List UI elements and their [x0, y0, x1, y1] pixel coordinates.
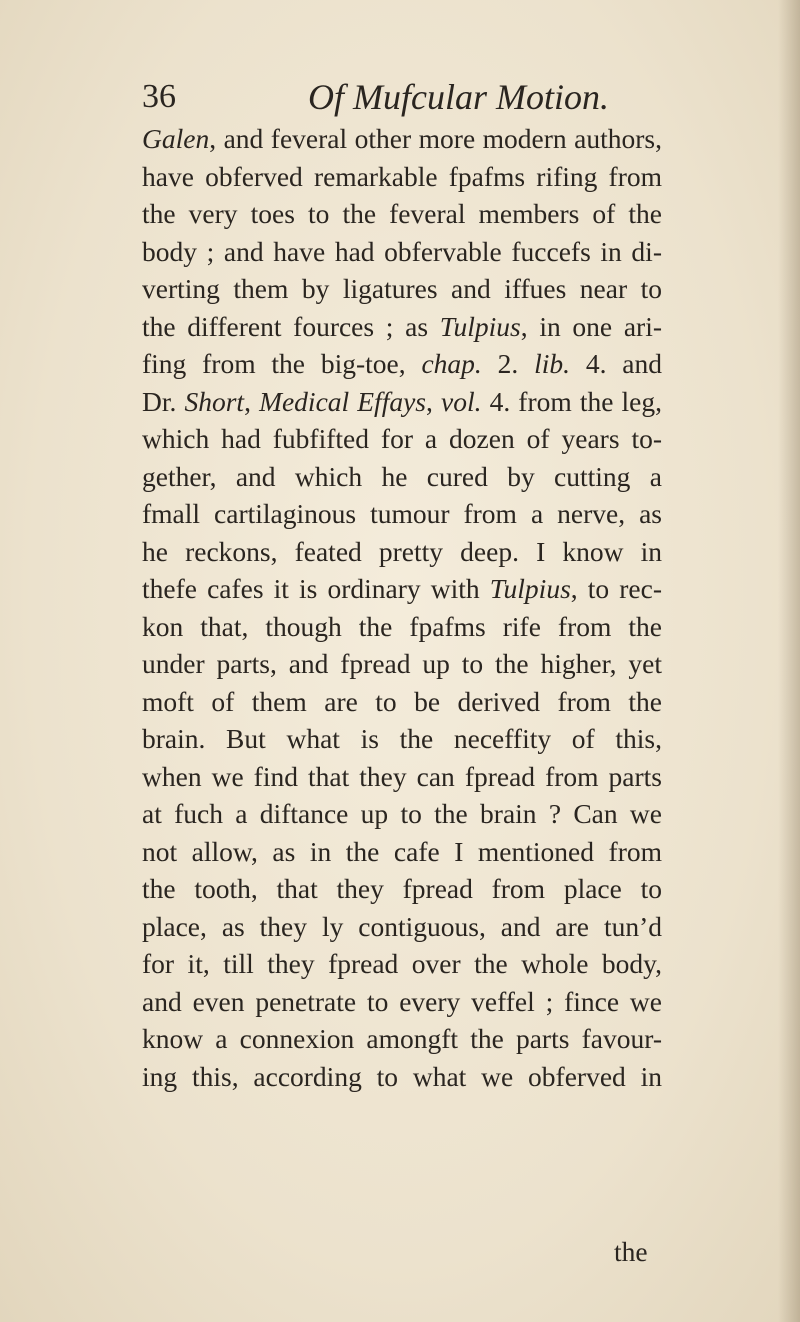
- text-segment: vol.: [440, 385, 482, 417]
- text-segment: thefe cafes it is ordinary with: [142, 573, 490, 604]
- text-line: [142, 870, 662, 908]
- text-segment: under parts, and fpread up to the higher, yet: [142, 648, 662, 679]
- text-segment: 2.: [481, 348, 535, 379]
- page-number: 36: [142, 78, 176, 115]
- text-segment: the very toes to the feveral members of the: [142, 198, 662, 229]
- text-segment: when we find that they can fpread from parts: [142, 760, 662, 792]
- text-line: [142, 308, 662, 346]
- text-line: [142, 608, 662, 646]
- text-line: [142, 120, 662, 158]
- text-line: [142, 720, 662, 758]
- text-segment: , in one ari-: [520, 310, 662, 342]
- text-segment: chap.: [421, 348, 482, 379]
- text-segment: , and feveral other more modern authors,: [209, 123, 662, 154]
- text-segment: Tulpius: [489, 573, 571, 604]
- text-line: [142, 908, 662, 946]
- text-line: [142, 758, 662, 796]
- text-segment: 4. from the leg,: [481, 385, 663, 417]
- text-segment: at fuch a diftance up to the brain ? Can we: [142, 798, 662, 829]
- text-line: [142, 458, 662, 496]
- page-edge-shadow: [778, 0, 800, 1322]
- text-line: [142, 345, 662, 383]
- text-segment: not allow, as in the cafe I mentioned from: [142, 835, 662, 867]
- text-segment: for it, till they fpread over the whole body,: [142, 948, 662, 979]
- text-segment: know a connexion amongft the parts favour-: [142, 1023, 662, 1054]
- text-line: [142, 195, 662, 233]
- text-segment: body ; and have had obfervable fuccefs in di-: [142, 235, 662, 267]
- text-segment: ,: [426, 385, 441, 417]
- text-segment: fing from the big-toe,: [142, 348, 422, 379]
- text-segment: ing this, according to what we obferved in: [142, 1060, 662, 1092]
- text-line: [142, 645, 662, 683]
- text-line: [142, 495, 662, 533]
- text-line: [142, 983, 662, 1021]
- body-text: [142, 120, 662, 1095]
- text-segment: gether, and which he cured by cutting a: [142, 460, 662, 492]
- text-segment: verting them by ligatures and iffues near to: [142, 273, 662, 304]
- text-line: [142, 945, 662, 983]
- page-header: [142, 72, 662, 122]
- text-line: [142, 533, 662, 571]
- text-line: [142, 833, 662, 871]
- text-segment: Galen: [142, 123, 210, 154]
- text-segment: Dr.: [142, 385, 185, 417]
- text-segment: Short: [184, 385, 245, 417]
- catchword: the: [614, 1236, 648, 1267]
- text-line: [142, 420, 662, 458]
- text-segment: ,: [244, 385, 260, 417]
- text-segment: the tooth, that they fpread from place to: [142, 873, 662, 904]
- text-line: [142, 270, 662, 308]
- text-segment: he reckons, feated pretty deep. I know in: [142, 535, 662, 567]
- text-segment: 4. and: [570, 348, 662, 379]
- text-segment: and even penetrate to every veffel ; fince we: [142, 985, 662, 1017]
- text-segment: the different fources ; as: [142, 310, 440, 342]
- text-segment: Tulpius: [439, 310, 521, 342]
- text-segment: lib.: [534, 348, 570, 379]
- text-line: [142, 683, 662, 721]
- text-segment: which had fubfifted for a dozen of years to-: [142, 423, 662, 454]
- text-line: [142, 570, 662, 608]
- text-segment: brain. But what is the neceffity of this,: [142, 723, 662, 754]
- text-line: [142, 795, 662, 833]
- text-segment: fmall cartilaginous tumour from a nerve, as: [142, 498, 662, 529]
- text-segment: have obferved remarkable fpafms rifing from: [142, 160, 662, 192]
- text-segment: kon that, though the fpafms rife from the: [142, 610, 662, 642]
- text-segment: Medical Effays: [259, 385, 426, 417]
- text-segment: moft of them are to be derived from the: [142, 685, 662, 717]
- text-line: [142, 1058, 662, 1096]
- text-segment: place, as they ly contiguous, and are tun’d: [142, 910, 662, 942]
- text-line: [142, 233, 662, 271]
- text-line: [142, 383, 662, 421]
- text-segment: , to rec-: [570, 573, 662, 604]
- text-line: [142, 1020, 662, 1058]
- text-line: [142, 158, 662, 196]
- running-head: Of Mufcular Motion.: [308, 77, 609, 117]
